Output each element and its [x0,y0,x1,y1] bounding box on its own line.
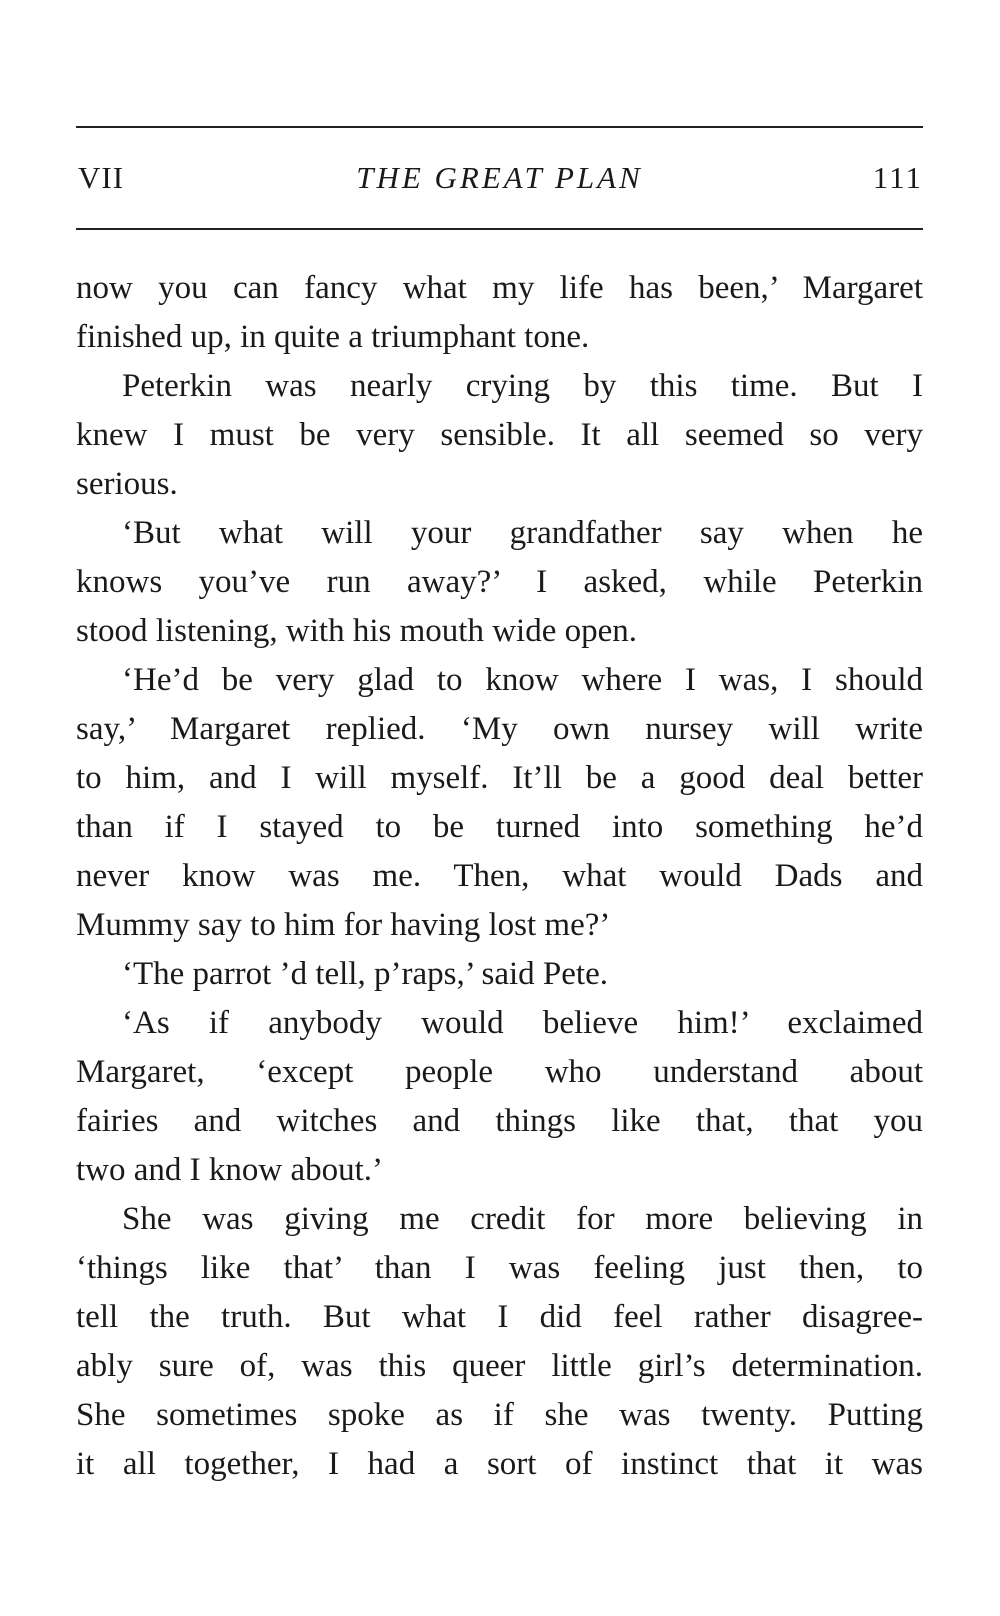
text-line: never know was me. Then, what would Dads and [76,858,923,894]
text-line: serious. [76,466,178,502]
text-line: knows you’ve run away?’ I asked, while Peterkin [76,564,923,600]
text-line: ‘things like that’ than I was feeling just then, to [76,1250,923,1286]
text-line: than if I stayed to be turned into something he’d [76,809,923,845]
text-line: fairies and witches and things like that, that you [76,1103,923,1139]
page-number: 111 [872,160,923,195]
header-rule-top [76,126,923,128]
text-line: Peterkin was nearly crying by this time. But I [122,368,923,404]
text-line: two and I know about.’ [76,1152,384,1188]
text-line: She was giving me credit for more believing in [122,1201,923,1237]
running-title: THE GREAT PLAN [356,160,643,195]
text-line: ably sure of, was this queer little girl’s determination. [76,1348,923,1384]
text-line: knew I must be very sensible. It all seemed so very [76,417,923,453]
running-head [76,158,923,198]
text-line: now you can fancy what my life has been,’ Margaret [76,270,923,306]
text-line: ‘As if anybody would believe him!’ exclaimed [122,1005,923,1041]
text-line: stood listening, with his mouth wide open. [76,613,637,649]
text-line: She sometimes spoke as if she was twenty. Putting [76,1397,923,1433]
text-line: tell the truth. But what I did feel rather disagree- [76,1299,923,1335]
text-line: say,’ Margaret replied. ‘My own nursey will write [76,711,923,747]
text-line: Margaret, ‘except people who understand about [76,1054,923,1090]
text-line: finished up, in quite a triumphant tone. [76,319,590,355]
chapter-number: VII [78,160,125,195]
text-line: it all together, I had a sort of instinct that it was [76,1446,923,1482]
header-rule-bottom [76,228,923,230]
text-line: Mummy say to him for having lost me?’ [76,907,611,943]
text-line: ‘He’d be very glad to know where I was, I should [122,662,923,698]
text-line: to him, and I will myself. It’ll be a good deal better [76,760,923,796]
body-text [76,264,923,1489]
text-line: ‘But what will your grandfather say when he [122,515,923,551]
text-line: ‘The parrot ’d tell, p’raps,’ said Pete. [122,956,608,992]
